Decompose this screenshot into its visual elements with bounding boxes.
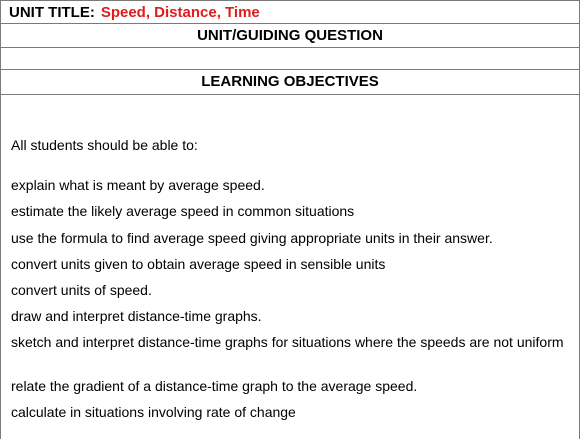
unit-title-row	[1, 0, 579, 24]
objective-item: relate the gradient of a distance-time graph to the average speed.	[11, 378, 418, 394]
guiding-question-row	[1, 24, 579, 48]
objective-item: explain what is meant by average speed.	[11, 177, 265, 193]
objective-item: use the formula to find average speed giving appropriate units in their answer.	[11, 230, 493, 246]
objective-item: sketch and interpret distance-time graphs for situations where the speeds are not uniform	[11, 334, 564, 350]
objective-item: estimate the likely average speed in common situations	[11, 203, 355, 219]
objective-item: calculate in situations involving rate of change	[11, 404, 296, 420]
unit-title-value: Speed, Distance, Time	[100, 4, 260, 21]
objectives-intro: All students should be able to:	[11, 137, 198, 153]
guiding-question-heading: UNIT/GUIDING QUESTION	[197, 27, 383, 44]
objective-item: convert units given to obtain average speed in sensible units	[11, 256, 386, 272]
guiding-question-cell	[1, 48, 579, 70]
objective-item: convert units of speed.	[11, 282, 152, 298]
learning-objectives-row	[1, 70, 579, 95]
unit-title-label: UNIT TITLE:	[9, 4, 95, 21]
learning-objectives-heading: LEARNING OBJECTIVES	[201, 73, 379, 90]
unit-title	[9, 4, 260, 21]
objective-item: draw and interpret distance-time graphs.	[11, 308, 262, 324]
